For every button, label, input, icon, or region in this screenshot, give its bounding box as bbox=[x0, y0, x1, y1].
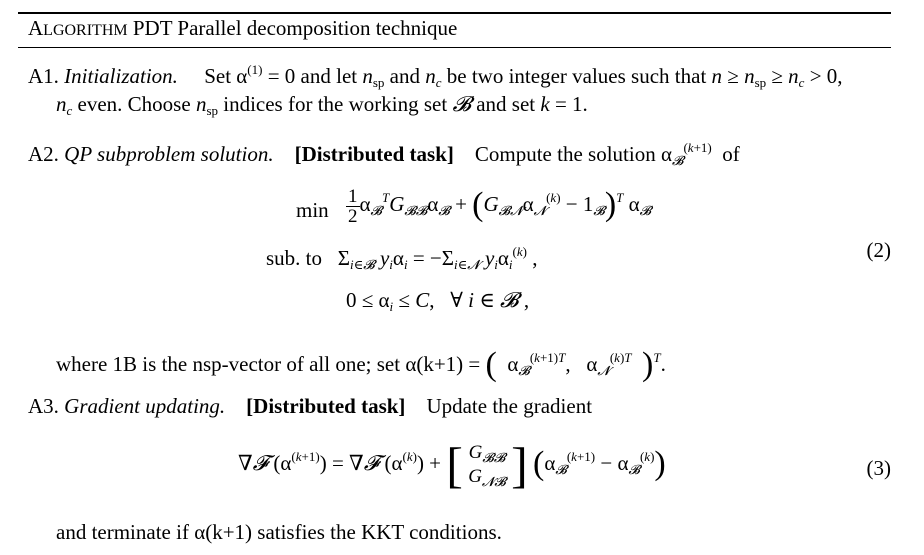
gradient-equation: ∇𝓕 $(\alpha^{(k+1)})$ = ∇𝓕 $(\alpha^{(k)})$ + [ $G_{𝓑𝓑}$ $G_{𝓝𝓑}$ ] $(\alpha_𝓑^{(k+1)} - \alpha_𝓑^{(k)})$ bbox=[238, 437, 666, 493]
equation-number-3: (3) bbox=[866, 456, 891, 480]
step-a3-name: Gradient updating. bbox=[64, 394, 226, 418]
step-a2-line: A2. QP subproblem solution. [Distributed task] Compute the solution $\alpha_𝓑^{(k+1)}$ of bbox=[28, 140, 740, 168]
step-a2-text: Compute the solution bbox=[474, 142, 656, 166]
qp-objective: $\frac{1}{2}$ $\alpha_𝓑^TG_{𝓑𝓑}\alpha_𝓑 + (G_{𝓑𝓝}\alpha_𝓝^{(k)} - 1_𝓑)^T$ $\alpha_𝓑$ bbox=[348, 185, 652, 227]
equation-number-2: (2) bbox=[866, 238, 891, 262]
one-half-fraction: $\frac{1}{2}$ bbox=[348, 185, 358, 227]
where-line: where 1B is the nsp-vector of all one; set α(k+1) = ( $\alpha_𝓑^{(k+1)T}$, $\alpha_𝓝^{(k)T}$ )$^T$. bbox=[56, 346, 666, 383]
qp-constraint-row2: $0 \le \alpha_i \le C$, ∀ i ∈ 𝓑 , bbox=[346, 288, 530, 314]
min-label: min bbox=[296, 198, 329, 222]
step-a3-line bbox=[28, 394, 592, 419]
final-line bbox=[56, 520, 502, 545]
where-text: where 1B is the nsp-vector of all one; set α(k+1) = bbox=[56, 352, 481, 376]
title-rule bbox=[18, 47, 891, 48]
step-a1-line1: A1. Initialization. Set $\alpha^{(1)} = 0$ and let $n_{sp}$ and $n_c$ be two integer values such that $n \ge n_{sp} \ge n_c > 0$, bbox=[28, 62, 843, 90]
step-a3-label: A3. bbox=[28, 394, 59, 418]
qp-min-row bbox=[296, 198, 329, 223]
algorithm-title bbox=[28, 16, 457, 41]
step-a2-tag: [Distributed task] bbox=[294, 142, 454, 166]
algorithm-title-text: PDT Parallel decomposition technique bbox=[132, 16, 458, 40]
step-a1-line2: $n_c$ even. Choose $n_{sp}$ indices for the working set 𝓑 and set k = 1. bbox=[56, 92, 588, 118]
top-rule bbox=[18, 12, 891, 14]
step-a2-label: A2. bbox=[28, 142, 59, 166]
qp-constraint-row1: sub. to $\Sigma_{i\in 𝓑}$ $y_i\alpha_i = -\Sigma_{i\in 𝓝}$ $y_i\alpha_i^{(k)}$ , bbox=[266, 244, 538, 272]
subto-label: sub. to bbox=[266, 246, 323, 270]
g-matrix: $G_{𝓑𝓑}$ $G_{𝓝𝓑}$ bbox=[468, 442, 506, 489]
step-a3-tag: [Distributed task] bbox=[246, 394, 406, 418]
step-a1-name: Initialization. bbox=[64, 64, 178, 88]
final-text: and terminate if α(k+1) satisfies the KKT conditions. bbox=[56, 520, 502, 544]
step-a1-label: A1. bbox=[28, 64, 59, 88]
step-a2-name: QP subproblem solution. bbox=[64, 142, 274, 166]
step-a3-text: Update the gradient bbox=[426, 394, 593, 418]
algorithm-keyword: ALGORITHM bbox=[28, 16, 128, 40]
